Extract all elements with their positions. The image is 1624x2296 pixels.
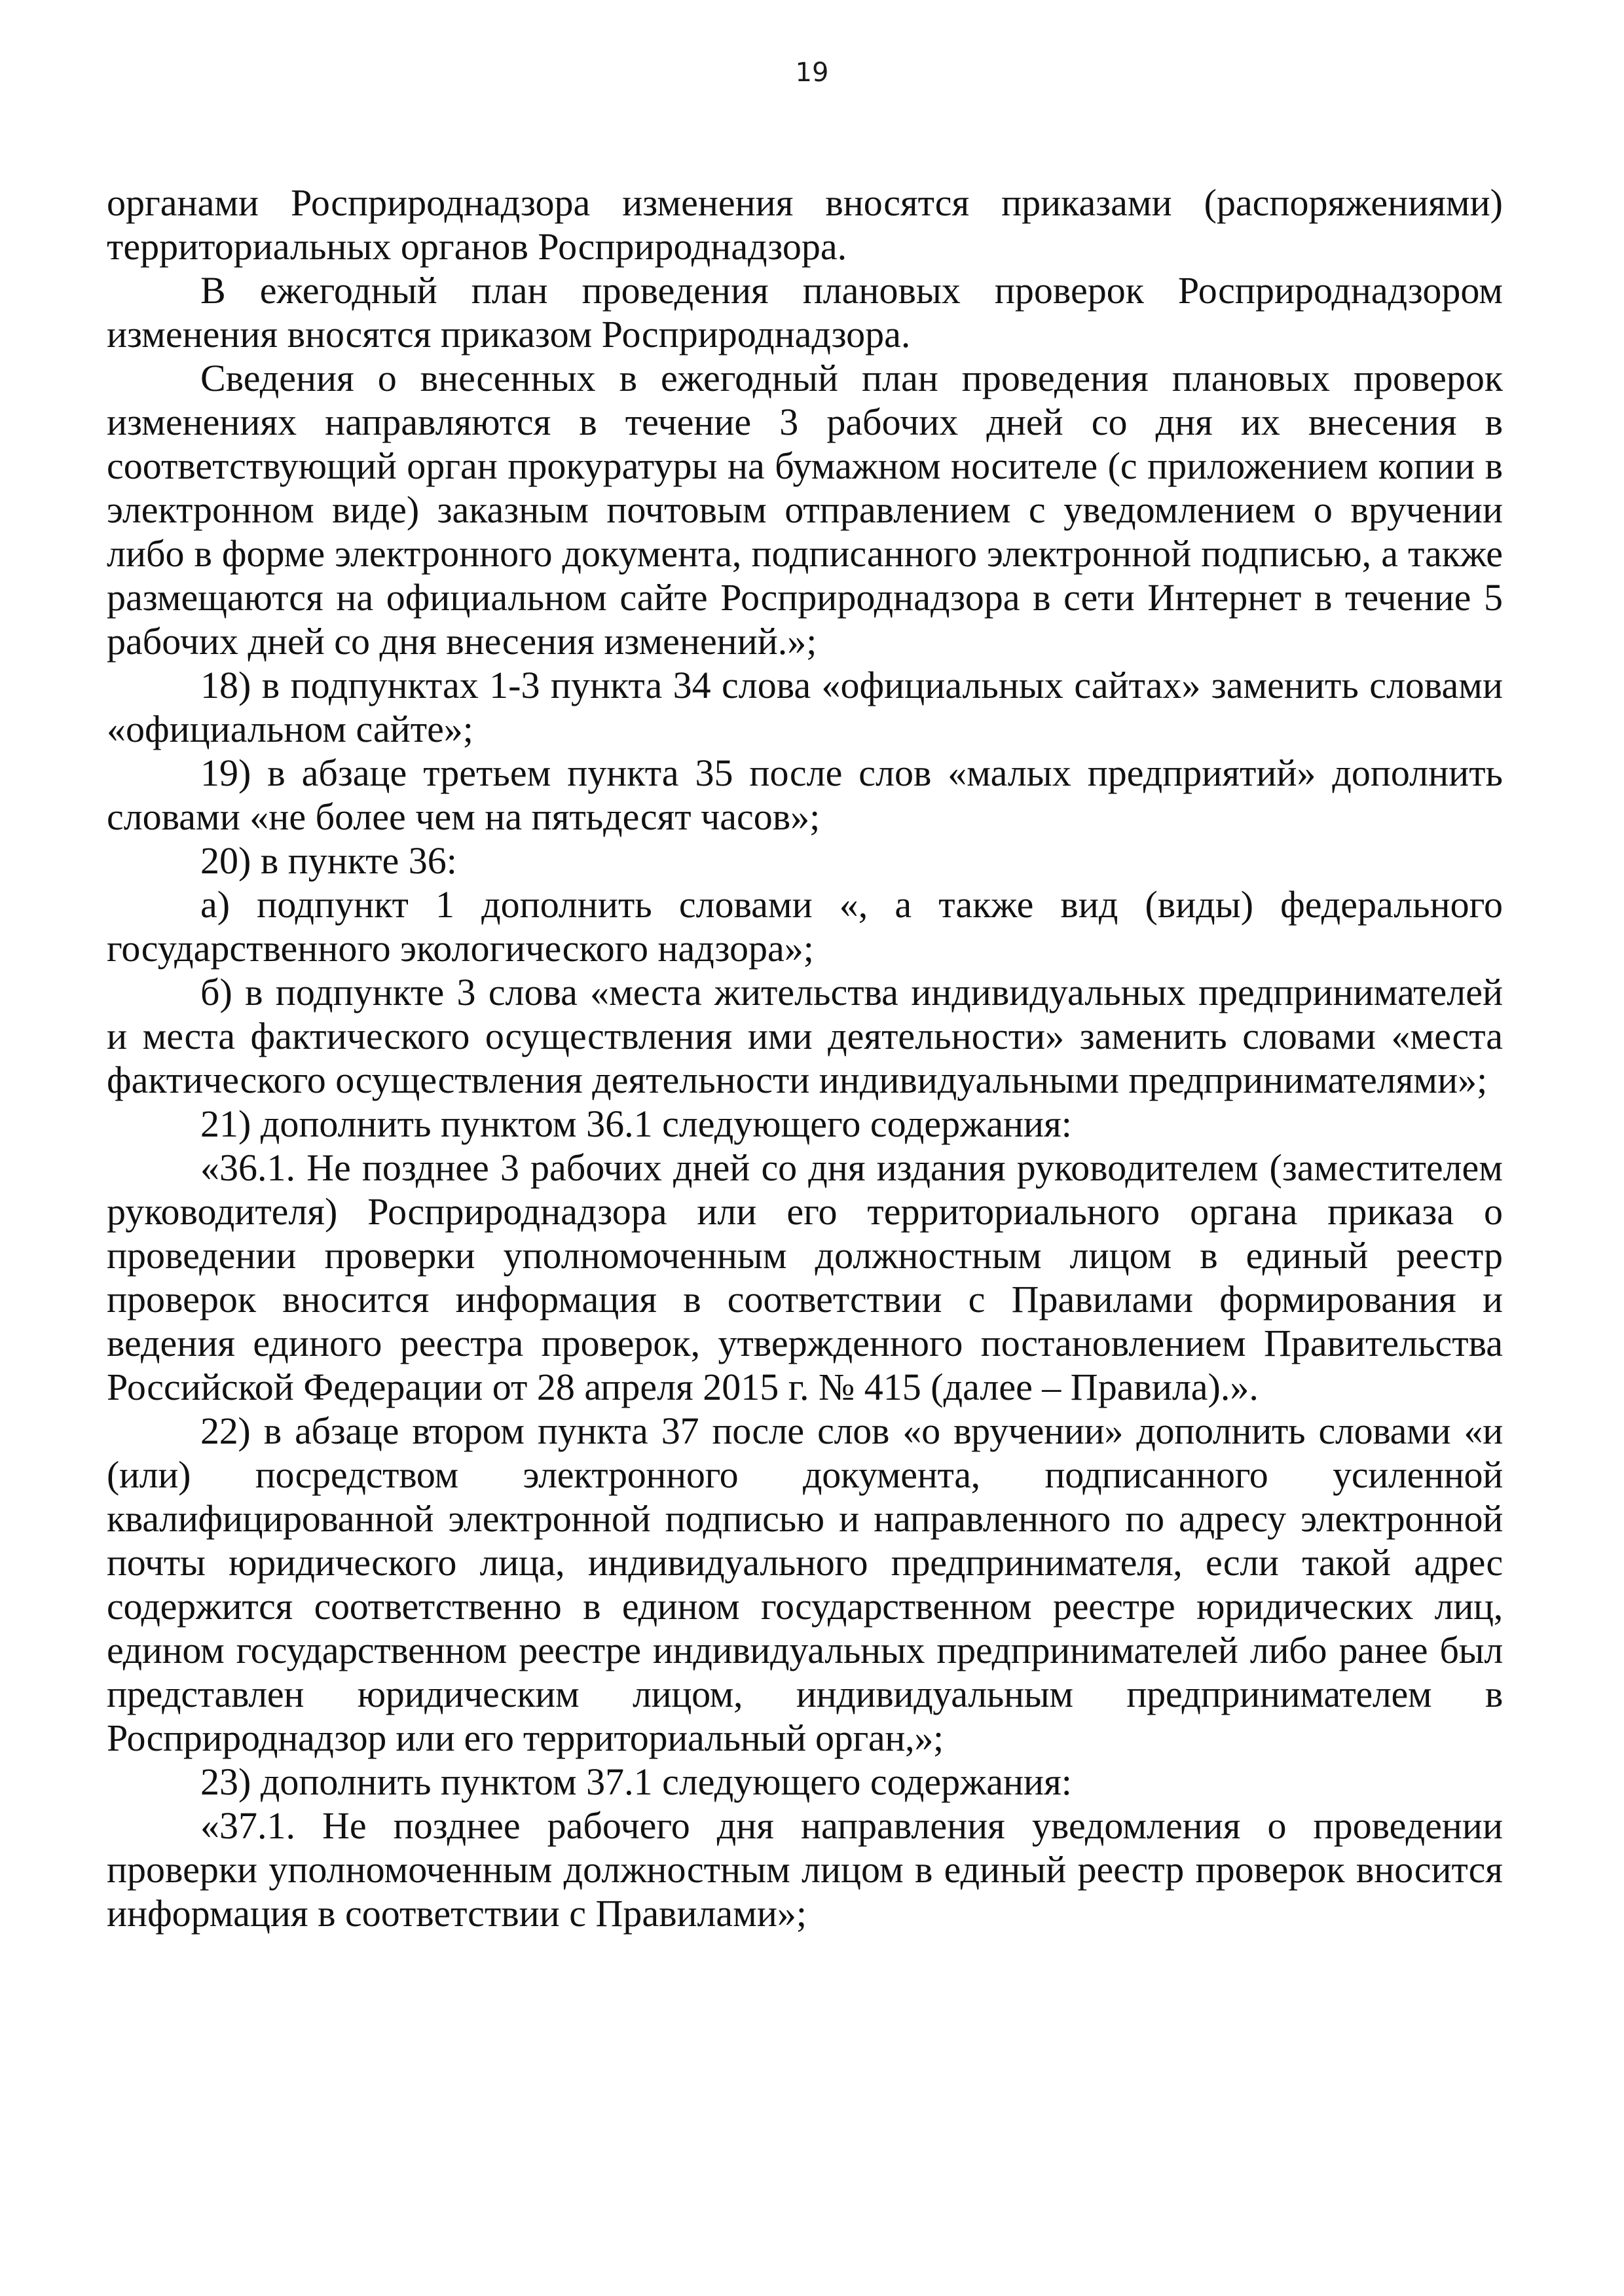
paragraph-item-20-b: б) в подпункте 3 слова «места жительства индивидуальных предпринимателей и места фактического осуществления ими деятельности» заменить словами «места фактического осуществления деятельности индивидуальными предпринимателями»; <box>107 971 1503 1101</box>
paragraph-annual-plan-changes: В ежегодный план проведения плановых проверок Росприроднадзором изменения вносятся приказом Росприроднадзора. <box>107 269 1503 355</box>
paragraph-changes-notification: Сведения о внесенных в ежегодный план проведения плановых проверок изменениях направляются в течение 3 рабочих дней со дня их внесения в соответствующий орган прокуратуры на бумажном носителе (с приложением копии в электронном виде) заказным почтовым отправлением с уведомлением о вручении либо в форме электронного документа, подписанного электронной подписью, а также размещаются на официальном сайте Росприроднадзора в сети Интернет в течение 5 рабочих дней со дня внесения изменений.»; <box>107 357 1503 663</box>
document-body <box>107 181 1503 1935</box>
paragraph-item-21: 21) дополнить пунктом 36.1 следующего содержания: <box>200 1102 1072 1145</box>
paragraph-point-37-1: «37.1. Не позднее рабочего дня направления уведомления о проведении проверки уполномоченным должностным лицом в единый реестр проверок вносится информация в соответствии с Правилами»; <box>107 1804 1503 1935</box>
paragraph-item-20: 20) в пункте 36: <box>200 839 457 882</box>
paragraph-item-18: 18) в подпунктах 1-3 пункта 34 слова «официальных сайтах» заменить словами «официальном сайте»; <box>107 664 1503 750</box>
paragraph-item-22: 22) в абзаце втором пункта 37 после слов «о вручении» дополнить словами «и (или) посредством электронного документа, подписанного усиленной квалифицированной электронной подписью и направленного по адресу электронной почты юридического лица, индивидуального предпринимателя, если такой адрес содержится соответственно в едином государственном реестре юридических лиц, едином государственном реестре индивидуальных предпринимателей либо ранее был представлен юридическим лицом, индивидуальным предпринимателем в Росприроднадзор или его территориальный орган,»; <box>107 1410 1503 1759</box>
paragraph-continuation: органами Росприроднадзора изменения вносятся приказами (распоряжениями) территориальных органов Росприроднадзора. <box>107 181 1503 268</box>
paragraph-point-36-1: «36.1. Не позднее 3 рабочих дней со дня издания руководителем (заместителем руководителя) Росприроднадзора или его территориального органа приказа о проведении проверки уполномоченным должностным лицом в единый реестр проверок вносится информация в соответствии с Правилами формирования и ведения единого реестра проверок, утвержденного постановлением Правительства Российской Федерации от 28 апреля 2015 г. № 415 (далее – Правила).». <box>107 1146 1503 1408</box>
paragraph-item-23: 23) дополнить пунктом 37.1 следующего содержания: <box>200 1760 1072 1803</box>
paragraph-item-19: 19) в абзаце третьем пункта 35 после слов «малых предприятий» дополнить словами «не более чем на пятьдесят часов»; <box>107 752 1503 838</box>
page-number: 19 <box>795 58 829 88</box>
paragraph-item-20-a: а) подпункт 1 дополнить словами «, а также вид (виды) федерального государственного экологического надзора»; <box>107 883 1503 970</box>
